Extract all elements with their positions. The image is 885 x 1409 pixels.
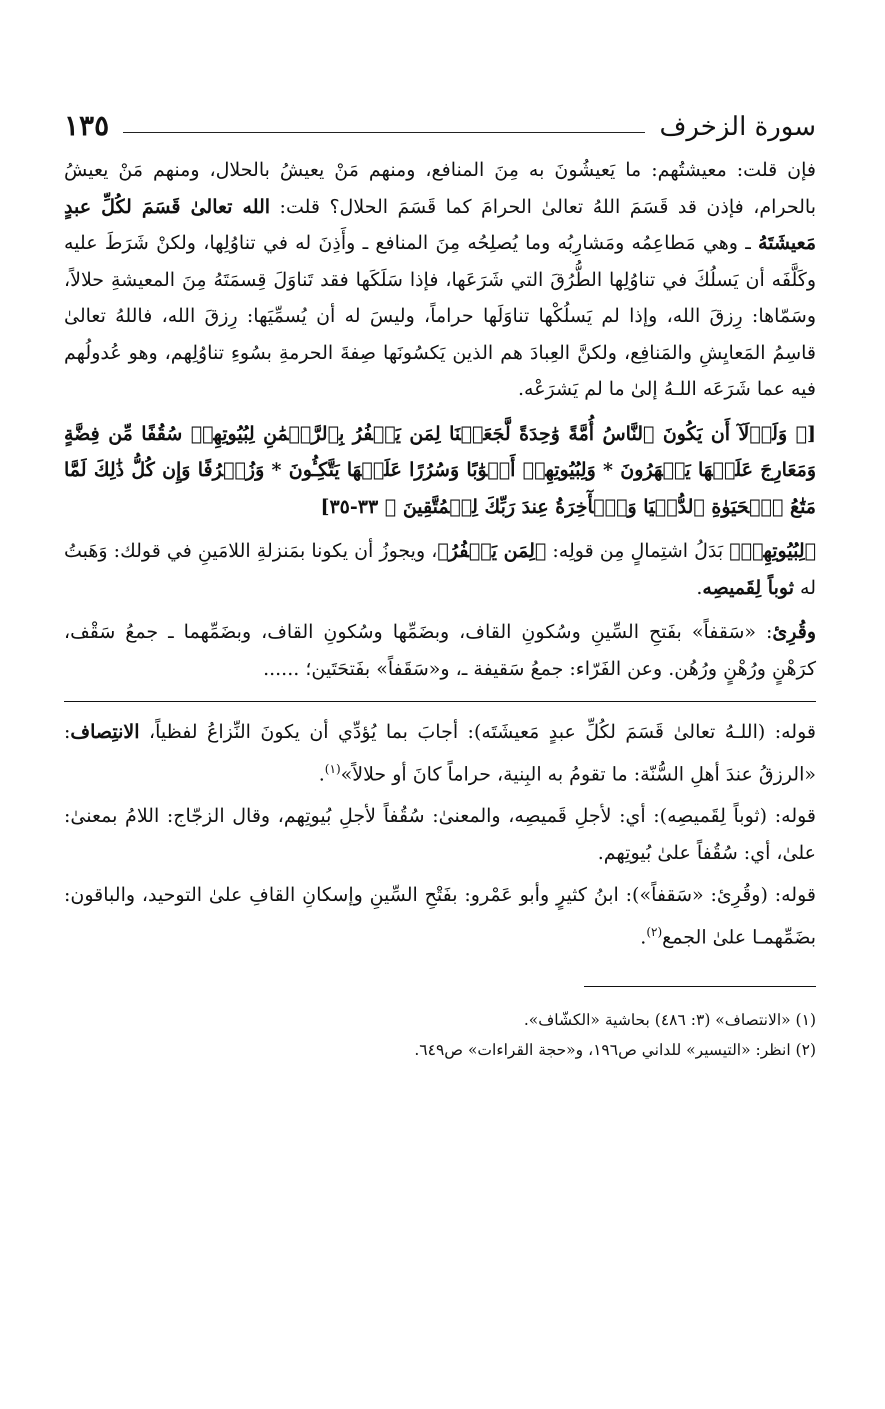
footnote-ref[interactable]: (١) <box>324 761 341 776</box>
section-divider <box>64 701 816 702</box>
gloss-text: . <box>640 926 647 949</box>
footnote-ref[interactable]: (٢) <box>646 924 663 939</box>
gloss-text: قوله: (اللـهُ تعالىٰ قَسَمَ لكُلِّ عبدٍ مَعيشَتَه): أجابَ بما يُؤدِّي أن يكونَ النِّزاعُ لفظياً، <box>139 721 816 743</box>
running-header <box>64 92 816 142</box>
marginal-gloss <box>64 714 816 956</box>
commentary-paragraph <box>64 152 816 408</box>
footnote: (١) «الانتصاف» (٣: ٤٨٦) بحاشية «الكشّاف». <box>523 1010 816 1029</box>
commentary-text: فإن قلت: معيشتُهم: ما يَعيشُونَ به مِنَ المنافع، ومنهم مَنْ يعيشُ بالحلال، ومنهم مَنْ يعيشُ بالحرام، فإذن قد قَسَمَ اللهُ تعالىٰ الحرامَ كما قَسَمَ الحلال؟ قلت: <box>64 159 817 218</box>
main-commentary <box>64 152 816 687</box>
surah-title: سورة الزخرف <box>659 112 816 142</box>
bold-phrase: الانتِصاف <box>70 721 140 743</box>
gloss-paragraph: قوله: (ثوباً لِقَميصِه): أي: لأجلِ قَميصِه، والمعنىٰ: سُقُفاً لأجلِ بُيوتِهم، وقال الزجّاج: اللامُ بمعنىٰ: علىٰ، أي: سُقُفاً علىٰ بُيوتِهم. <box>64 805 816 864</box>
footnote-divider <box>584 986 816 987</box>
bold-phrase: ثوباً لِقَميصِه <box>702 576 794 599</box>
bold-phrase: وقُرِئ <box>772 621 816 643</box>
commentary-text: : «سَقفاً» بفَتحِ السِّينِ وسُكونِ القاف، وبضَمِّها وسُكونِ القاف، وبضَمِّهما ـ جمعُ سَقْف، كرَهْنٍ ورُهْنٍ ورُهُن. وعن الفَرّاء: جمعُ سَقيفة ـ، و«سَقَفاً» بفَتحَتَين؛ ...... <box>64 621 816 680</box>
gloss-text: : «الرزقُ عندَ أهلِ السُّنّة: ما تقومُ به البِنية، حراماً كانَ أو حلالاً» <box>64 721 816 785</box>
book-page <box>64 92 816 1065</box>
header-rule <box>123 132 645 133</box>
gloss-text: . <box>318 762 325 785</box>
bold-phrase: الله تعالىٰ قَسَمَ لكُلِّ عبدٍ مَعيشَتَهُ <box>64 195 816 254</box>
quoted-verse: ﴿لِمَن يَكۡفُرُ﴾ <box>437 540 547 562</box>
footnotes <box>64 1005 816 1065</box>
commentary-text: بَدَلُ اشتِمالٍ مِن قولِه: <box>546 540 730 562</box>
gloss-paragraph <box>64 877 816 955</box>
quoted-verse: ﴿لِبُيُوتِهِمۡ﴾ <box>729 540 817 562</box>
gloss-text: قوله: (وقُرِئ: «سَقفاً»): ابنُ كثيرٍ وأبو عَمْرو: بفَتْحِ السِّينِ وإسكانِ القافِ علىٰ التوحيد، والباقون: بضَمِّهمـا علىٰ الجمع <box>64 884 816 949</box>
commentary-text: ـ وهي مَطاعِمُه ومَشارِبُه وما يُصلِحُه مِنَ المنافع ـ وأَذِنَ له في تناوُلِها، ولكنْ شَرَطَ عليه وكَلَّفَه أن يَسلُكَ في تناوُلِها الطُّرُقَ التي شَرَعَها، فإذا سَلَكَها فقد تَناوَلَ قِسمَتَهُ مِنَ المعيشةِ حلالاً، وسَمّاها: رِزقَ الله، وإذا لم يَسلُكْها تناوَلَها حراماً، وليسَ له أن يُسمِّيَها: رِزقَ الله، فاللهُ تعالىٰ قاسِمُ المَعايِشِ والمَنافِع، ولكنَّ العِبادَ هم الذين يَكسُونَها صِفةَ الحرمةِ بسُوءِ تناوُلِهم، وهو عُدولُهم فيه عما شَرَعَه اللـهُ إلىٰ ما لم يَشرَعْه. <box>64 232 816 400</box>
page-number: ١٣٥ <box>64 109 110 142</box>
gloss-paragraph <box>64 714 816 792</box>
commentary-paragraph <box>64 533 816 606</box>
commentary-text: . <box>696 576 703 599</box>
quran-verse: [﴿ وَلَوۡلَآ أَن يَكُونَ ٱلنَّاسُ أُمَّةً وَٰحِدَةً لَّجَعَلۡنَا لِمَن يَكۡفُرُ بِٱلرَّحۡمَٰنِ لِبُيُوتِهِمۡ سُقُفًا مِّن فِضَّةٍ وَمَعَارِجَ عَلَيۡهَا يَظۡهَرُونَ * وَلِبُيُوتِهِمۡ أَبۡوَٰبًا وَسُرُرًا عَلَيۡهَا يَتَّكِـُٔونَ * وَزُخۡرُفًا وَإِن كُلُّ ذَٰلِكَ لَمَّا مَتَٰعُ ٱلۡحَيَوٰةِ ٱلدُّنۡيَا وَٱلۡأٓخِرَةُ عِندَ رَبِّكَ لِلۡمُتَّقِينَ ﴾ ٣٣-٣٥] <box>64 422 816 518</box>
footnote: (٢) انظر: «التيسير» للداني ص١٩٦، و«حجة القراءات» ص٦٤٩. <box>414 1040 816 1059</box>
commentary-paragraph <box>64 614 816 687</box>
commentary-text: ، ويجوزُ أن يكونا بمَنزلةِ اللامَينِ في قولك: وَهَبتُ له <box>64 540 816 599</box>
